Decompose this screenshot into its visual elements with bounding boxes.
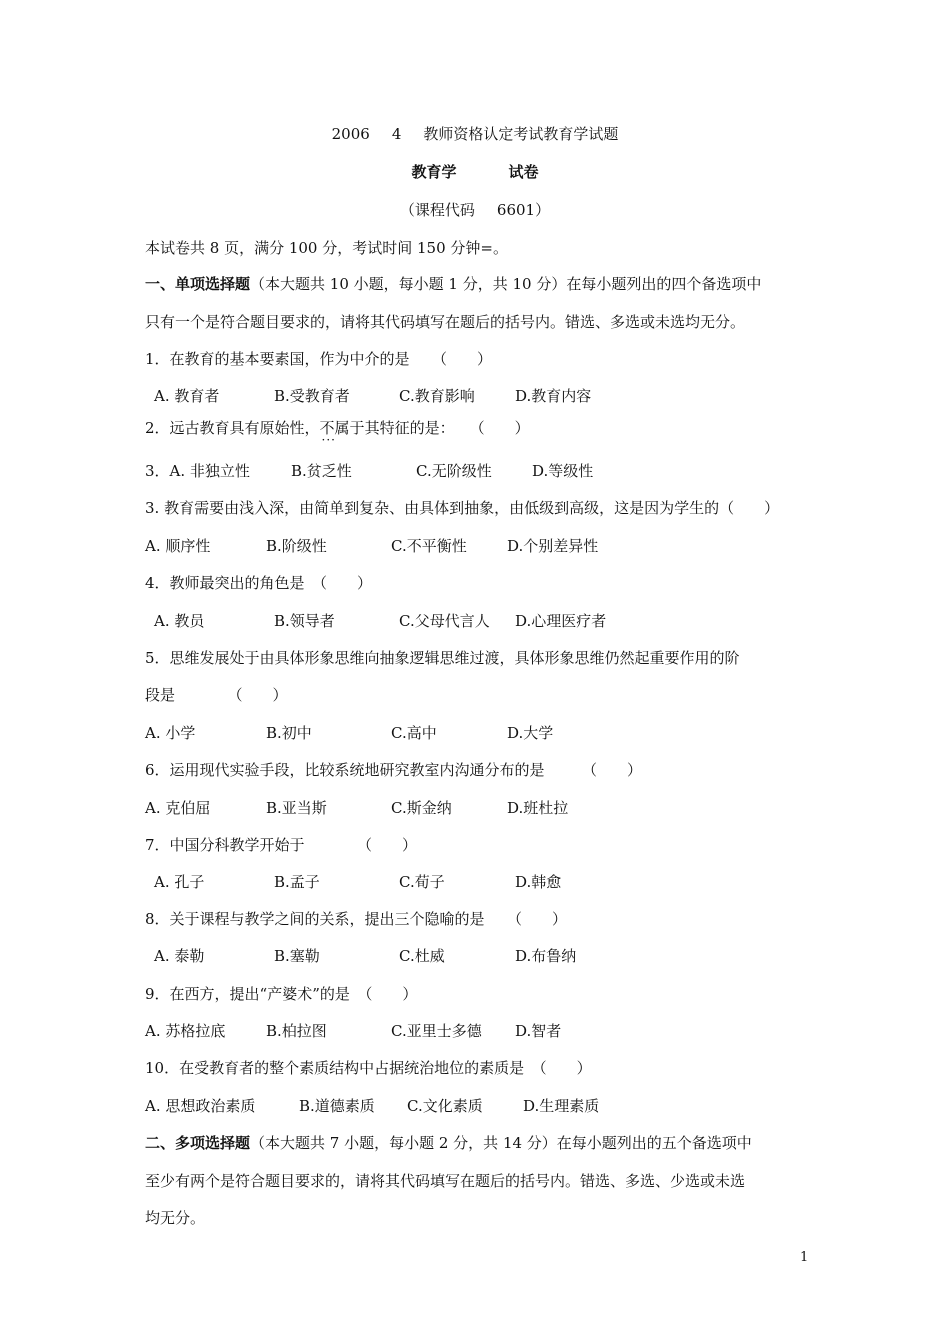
question-7: 7．中国分科教学开始于 （ ） xyxy=(145,836,418,854)
question-2-part-b: 其特征的是： （ ） xyxy=(364,419,530,437)
option-d: D.等级性 xyxy=(532,462,594,480)
option-b: B.塞勒 xyxy=(274,947,320,965)
option-d: D.韩愈 xyxy=(515,873,562,891)
option-a: A. 苏格拉底 xyxy=(145,1022,226,1040)
option-d: D.班杜拉 xyxy=(507,799,569,817)
subtitle-subject: 教育学 xyxy=(411,163,457,181)
subtitle-paper: 试卷 xyxy=(508,163,539,181)
option-a: A. 教员 xyxy=(154,612,205,630)
exam-intro: 本试卷共 8 页，满分 100 分，考试时间 150 分钟=。 xyxy=(145,239,508,257)
question-2-part-a: 2．远古教育具有原始性， xyxy=(145,419,320,437)
option-d: D.布鲁纳 xyxy=(515,947,577,965)
option-b: B.受教育者 xyxy=(274,387,350,405)
option-a: A. 孔子 xyxy=(154,873,205,891)
option-c: C.荀子 xyxy=(399,873,445,891)
option-c: C.父母代言人 xyxy=(399,612,490,630)
page-number: 1 xyxy=(800,1250,809,1265)
exam-subtitle xyxy=(0,162,950,182)
question-10: 10．在受教育者的整个素质结构中占据统治地位的素质是 （ ） xyxy=(145,1059,592,1077)
section1-desc-line2: 只有一个是符合题目要求的，请将其代码填写在题后的括号内。错选、多选或未选均无分。 xyxy=(145,313,746,331)
option-a: A. 思想政治素质 xyxy=(145,1097,256,1115)
option-c: C.亚里士多德 xyxy=(391,1022,482,1040)
title-month: 4 xyxy=(391,125,402,143)
title-text: 教师资格认定考试教育学试题 xyxy=(423,125,619,143)
question-6: 6．运用现代实验手段，比较系统地研究教室内沟通分布的是 （ ） xyxy=(145,761,643,779)
option-c: C.高中 xyxy=(391,724,437,742)
question-9: 9．在西方，提出“产婆术”的是 （ ） xyxy=(145,985,418,1003)
option-b: B.领导者 xyxy=(274,612,335,630)
section1-desc-line1: （本大题共 10 小题，每小题 1 分，共 10 分）在每小题列出的四个备选项中 xyxy=(250,275,762,293)
option-c: C.无阶级性 xyxy=(416,462,492,480)
option-b: B.贫乏性 xyxy=(291,462,352,480)
section2-desc-line2: 至少有两个是符合题目要求的，请将其代码填写在题后的括号内。错选、多选、少选或未选 xyxy=(145,1172,746,1190)
option-a: 3．A. 非独立性 xyxy=(145,462,250,480)
option-b: B.阶级性 xyxy=(266,537,327,555)
section2-header xyxy=(145,1133,752,1153)
option-b: B.柏拉图 xyxy=(266,1022,327,1040)
option-a: A. 教育者 xyxy=(154,387,220,405)
option-d: D.个别差异性 xyxy=(507,537,599,555)
option-d: D.大学 xyxy=(507,724,554,742)
option-d: D.教育内容 xyxy=(515,387,592,405)
option-b: B.初中 xyxy=(266,724,312,742)
question-5: 5．思维发展处于由具体形象思维向抽象逻辑思维过渡，具体形象思维仍然起重要作用的阶 xyxy=(145,649,740,667)
option-c: C.杜威 xyxy=(399,947,445,965)
course-code-line xyxy=(0,200,950,220)
question-8: 8．关于课程与教学之间的关系，提出三个隐喻的是 （ ） xyxy=(145,910,568,928)
option-a: A. 泰勒 xyxy=(154,947,205,965)
question-1: 1．在教育的基本要素国，作为中介的是 （ ） xyxy=(145,350,493,368)
option-a: A. 顺序性 xyxy=(145,537,211,555)
question-2-emphasis: 不属于 ··· xyxy=(320,419,365,437)
section2-desc-line3: 均无分。 xyxy=(145,1209,206,1227)
option-c: C.斯金纳 xyxy=(391,799,452,817)
option-c: C.不平衡性 xyxy=(391,537,467,555)
section1-heading: 一、单项选择题 xyxy=(145,275,251,293)
question-3: 3. 教育需要由浅入深，由简单到复杂、由具体到抽象，由低级到高级，这是因为学生的（ ） xyxy=(145,499,780,517)
option-b: B.孟子 xyxy=(274,873,320,891)
section1-header xyxy=(145,274,761,294)
option-a: A. 克伯屈 xyxy=(145,799,211,817)
question-4: 4．教师最突出的角色是 （ ） xyxy=(145,574,373,592)
option-c: C.教育影响 xyxy=(399,387,475,405)
option-b: B.亚当斯 xyxy=(266,799,327,817)
option-d: D.心理医疗者 xyxy=(515,612,607,630)
section2-desc-line1: （本大题共 7 小题，每小题 2 分，共 14 分）在每小题列出的五个备选项中 xyxy=(250,1134,752,1152)
exam-title xyxy=(0,124,950,144)
title-year: 2006 xyxy=(331,125,370,143)
course-code: 6601） xyxy=(496,201,551,219)
option-d: D.智者 xyxy=(515,1022,562,1040)
course-label: （课程代码 xyxy=(399,201,475,219)
option-b: B.道德素质 xyxy=(299,1097,375,1115)
option-d: D.生理素质 xyxy=(523,1097,600,1115)
section2-heading: 二、多项选择题 xyxy=(145,1134,251,1152)
option-c: C.文化素质 xyxy=(407,1097,483,1115)
question-2 xyxy=(145,418,530,438)
question-5-cont: 段是 （ ） xyxy=(145,686,288,704)
option-a: A. 小学 xyxy=(145,724,196,742)
